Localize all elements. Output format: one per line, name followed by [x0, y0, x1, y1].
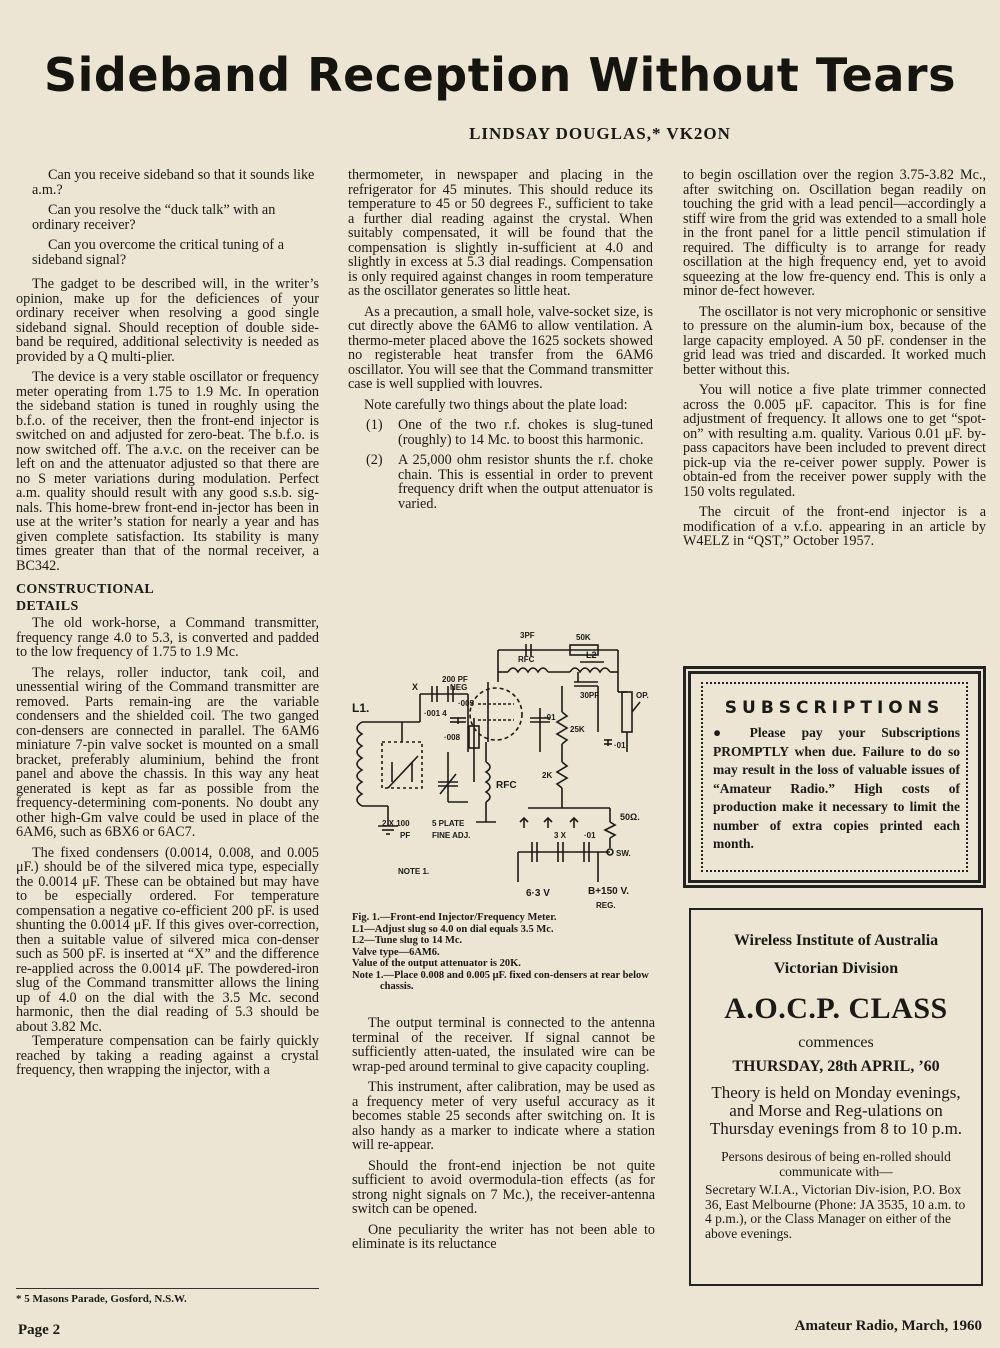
- label-op: OP.: [636, 691, 649, 700]
- column-2-continued: [352, 1016, 655, 1258]
- column-2: [348, 168, 653, 517]
- paragraph: The old work-horse, a Command transmitter, frequency range 4.0 to 5.3, is converted and padded to the low frequency of 1.75 to 1.9 Mc.: [16, 615, 319, 660]
- notice-title: SUBSCRIPTIONS: [724, 698, 945, 718]
- paragraph: The gadget to be described will, in the writer’s opinion, make up for the deficiences of your ordinary receiver when resolving a good single sideband signal. Should reception of double side-band be required, additional selectivity is needed as provided by a Q multi-plier.: [16, 276, 319, 365]
- label-2x100: 2 X 100: [382, 819, 410, 828]
- intro-question: Can you resolve the “duck talk” with an ordinary receiver?: [32, 202, 276, 233]
- article-title: Sideband Reception Without Tears: [44, 48, 956, 102]
- journal-issue: Amateur Radio, March, 1960: [794, 1318, 982, 1334]
- label-200pf: 200 PF: [442, 675, 468, 684]
- paragraph: As a precaution, a small hole, valve-socket size, is cut directly above the 6AM6 to allow ventilation. A thermo-meter placed above the 1625 sockets showed no registerable heat transfer from the 6AM6 oscillator. You will see that the Command transmitter case is well supplied with louvres.: [348, 303, 653, 392]
- wia-date: THURSDAY, 28th APRIL, ’60: [732, 1058, 940, 1075]
- label-63v: 6·3 V: [526, 888, 550, 899]
- section-heading: CONSTRUCTIONAL: [16, 582, 154, 597]
- byline: LINDSAY DOUGLAS,* VK2ON: [469, 124, 731, 143]
- wia-organisation: Wireless Institute of Australia: [733, 932, 939, 949]
- list-text: One of the two r.f. chokes is slug-tuned (roughly) to 14 Mc. to boost this harmonic.: [398, 417, 653, 448]
- paragraph: One peculiarity the writer has not been able to eliminate is its reluctance: [352, 1221, 655, 1252]
- label-2k: 2K: [542, 771, 553, 780]
- paragraph: Should the front-end injection be not quite sufficient to avoid overmodula-tion effects (as for strong night signals on 7 Mc.), the receiver-antenna switch can be opened.: [352, 1157, 655, 1217]
- label-01: ·01: [614, 741, 626, 750]
- caption-line: Valve type—6AM6.: [352, 946, 440, 958]
- paragraph: This instrument, after calibration, may be used as a frequency meter of very useful accuracy as it becomes stable 25 seconds after switching on. It is also handy as a marker to indicate where a station will re-appear.: [352, 1079, 655, 1153]
- section-heading: DETAILS: [16, 598, 79, 614]
- label-50ohm: 50Ω.: [620, 812, 640, 822]
- paragraph: The output terminal is connected to the antenna terminal of the receiver. If signal cannot be sufficiently atten-uated, the insulated wire can be wrap-ped around terminal to give capacity coupling.: [352, 1015, 655, 1075]
- label-x: X: [412, 682, 419, 692]
- label-sw: SW.: [616, 849, 631, 858]
- paragraph: Note carefully two things about the plate load:: [364, 396, 628, 413]
- notice-body: ● Please pay your Subscriptions PROMPTLY when due. Failure to do so may result in the loss of valuable issues of “Amateur Radio.” High costs of production make it necessary to limit the number of extra copies printed each month.: [713, 725, 960, 851]
- figure-caption: [352, 912, 657, 993]
- list-number: (1): [366, 417, 383, 433]
- wia-class-notice: [689, 908, 983, 1286]
- label-l2: L2: [586, 650, 597, 660]
- label-reg: REG.: [596, 901, 616, 910]
- label-0014: ·001 4: [424, 709, 447, 718]
- label-01: ·01: [544, 713, 556, 722]
- label-rfc-top: RFC: [518, 655, 535, 664]
- label-b150: B+150 V.: [588, 886, 630, 897]
- list-item: [348, 453, 653, 511]
- label-rfc-mid: RFC: [496, 780, 517, 791]
- column-1: [16, 168, 319, 1084]
- label-25k: 25K: [570, 725, 585, 734]
- caption-line: L2—Tune slug to 14 Mc.: [352, 935, 463, 946]
- label-neg: NEG: [450, 683, 468, 692]
- list-item: [348, 418, 653, 447]
- label-fineadj: FINE ADJ.: [432, 831, 471, 840]
- label-01: ·01: [584, 831, 596, 840]
- caption-title: Fig. 1.—Front-end Injector/Frequency Meter.: [352, 912, 557, 923]
- wia-persons: Persons desirous of being en-rolled should communicate with—: [721, 1149, 951, 1179]
- circuit-schematic: [348, 622, 660, 910]
- wia-commences: commences: [798, 1034, 874, 1051]
- label-5plate: 5 PLATE: [432, 819, 465, 828]
- list-number: (2): [366, 452, 383, 468]
- column-3: [683, 168, 986, 555]
- label-l1: L1.: [352, 701, 370, 715]
- caption-line: L1—Adjust slug so 4.0 on dial equals 3.5 Mc.: [352, 923, 554, 935]
- paragraph: thermometer, in newspaper and placing in the refrigerator for 45 minutes. This should reduce its temperature to 45 or 50 degrees F., sufficient to take a further dial reading against the crystal. When suitably compensated, it will be found that the compensation is slightly in-sufficient at 4.0 and slightly in excess at 5.3 dial readings. Compensation is only required against changes in room temperature as the oscillator generates so little heat.: [348, 167, 653, 299]
- paragraph: The relays, roller inductor, tank coil, and unessential wiring of the Command transmitter are removed. Parts remain-ing are the variable condensers and the shielded coil. The two ganged con-densers are connected in parallel. The 6AM6 miniature 7-pin valve socket is mounted on a small bracket, preferably aluminium, behind the front panel and above the chassis. In this way any heat generated is kept as far as possible from the frequency-determining com-ponents. No doubt any other high-Gm valve could be used in place of the 6AM6, such as 6BX6 or 6AC7.: [16, 664, 319, 840]
- notice-border: [701, 682, 968, 872]
- intro-question: Can you receive sideband so that it sounds like a.m.?: [32, 167, 315, 198]
- wia-theory: Theory is held on Monday evenings, and Morse and Reg-ulations on Thursday evenings from 8 to 10 p.m.: [709, 1083, 963, 1138]
- paragraph: Temperature compensation can be fairly quickly reached by taking a reading against a crystal frequency, then wrapping the injector, with a: [16, 1033, 319, 1078]
- page-number: Page 2: [18, 1322, 61, 1338]
- label-30pf: 30PF: [580, 691, 600, 700]
- label-pf: PF: [400, 831, 411, 840]
- label-3x: 3 X: [554, 831, 567, 840]
- list-text: A 25,000 ohm resistor shunts the r.f. choke chain. This is essential in order to prevent frequency drift when the output attenuator is varied.: [398, 452, 653, 512]
- label-005: ·005: [458, 699, 475, 708]
- paragraph: You will notice a five plate trimmer connected across the 0.005 μF. capacitor. This is for fine adjustment of frequency. It allows one to get “spot-on” with resulting a.m. quality. Various 0.01 μF. by-pass capacitors have been included to prevent direct pick-up via the re-ceiver power supply. Power is obtain-ed from the receiver power supply with the 150 volts regulated.: [683, 382, 986, 500]
- label-008: ·008: [444, 733, 461, 742]
- caption-line: Note 1.—Place 0.008 and 0.005 μF. fixed con-densers at rear below chassis.: [352, 969, 649, 992]
- label-50k: 50K: [576, 633, 591, 642]
- paragraph: The device is a very stable oscillator or frequency meter operating from 1.75 to 1.9 Mc. In operation the sideband station is tuned in roughly using the b.f.o. of the receiver, then the front-end injector is switched on and adjusted for zero-beat. The b.f.o. is now switched off. The a.v.c. on the receiver can be left on and the attenuator adjusted so that there are no S meter variations during modulation. Perfect a.m. quality should result with any good s.s.b. sig-nals. This home-brew front-end in-jector has been in use at the writer’s station for nearly a year and has given complete satisfaction. Its stability is many times greater than that of the normal receiver, a BC342.: [16, 369, 319, 574]
- paragraph: The circuit of the front-end injector is a modification of a v.f.o. appearing in an article by W4ELZ in “QST,” October 1957.: [683, 504, 986, 549]
- label-note1: NOTE 1.: [398, 867, 430, 876]
- label-3pf: 3PF: [520, 631, 535, 640]
- paragraph: The fixed condensers (0.0014, 0.008, and 0.005 μF.) should be of the silvered mica type, especially the 0.0014 μF. These can be obtained but may have to be especially ordered. For temperature compensation a negative co-efficient 200 pF. is used shunting the 0.0014 μF. If this gives over-correction, then a suitable value of silvered mica con-denser such as 500 pF. is inserted at “X” and the difference re-applied across the 0.0014 μF. The powdered-iron slug of the Command transmitter allows the lining up of 4.0 on the dial with the 3.5 Mc. second harmonic, then the dial reading of 5.3 should be about 3.82 Mc.: [16, 844, 319, 1035]
- wia-contact: Secretary W.I.A., Victorian Div-ision, P.O. Box 36, East Melbourne (Phone: JA 3535, 10 a.m. to 4 p.m.), or the Class Manager on either of the above evenings.: [705, 1182, 966, 1241]
- wia-class-title: A.O.C.P. CLASS: [724, 992, 948, 1025]
- footnote: * 5 Masons Parade, Gosford, N.S.W.: [16, 1288, 319, 1305]
- intro-question: Can you overcome the critical tuning of a sideband signal?: [32, 237, 284, 268]
- paragraph: The oscillator is not very microphonic or sensitive to pressure on the alumin-ium box, because of the large capacity employed. A 50 pF. condenser in the grid lead was tried and discarded. It worked much better without this.: [683, 303, 986, 378]
- paragraph: to begin oscillation over the region 3.75-3.82 Mc., after switching on. Oscillation began readily on touching the grid with a lead pencil—accordingly a stiff wire from the grid was extended to a small hole in the front panel for a little pencil stimulation if required. The difficulty is to arrange for ready oscillation at the high frequency end, yet to avoid squeezing at the low fre-quency end. This is only a minor de-fect however.: [683, 167, 986, 299]
- subscriptions-notice: [683, 666, 986, 888]
- caption-line: Value of the output attenuator is 20K.: [352, 958, 521, 969]
- wia-division: Victorian Division: [773, 960, 899, 977]
